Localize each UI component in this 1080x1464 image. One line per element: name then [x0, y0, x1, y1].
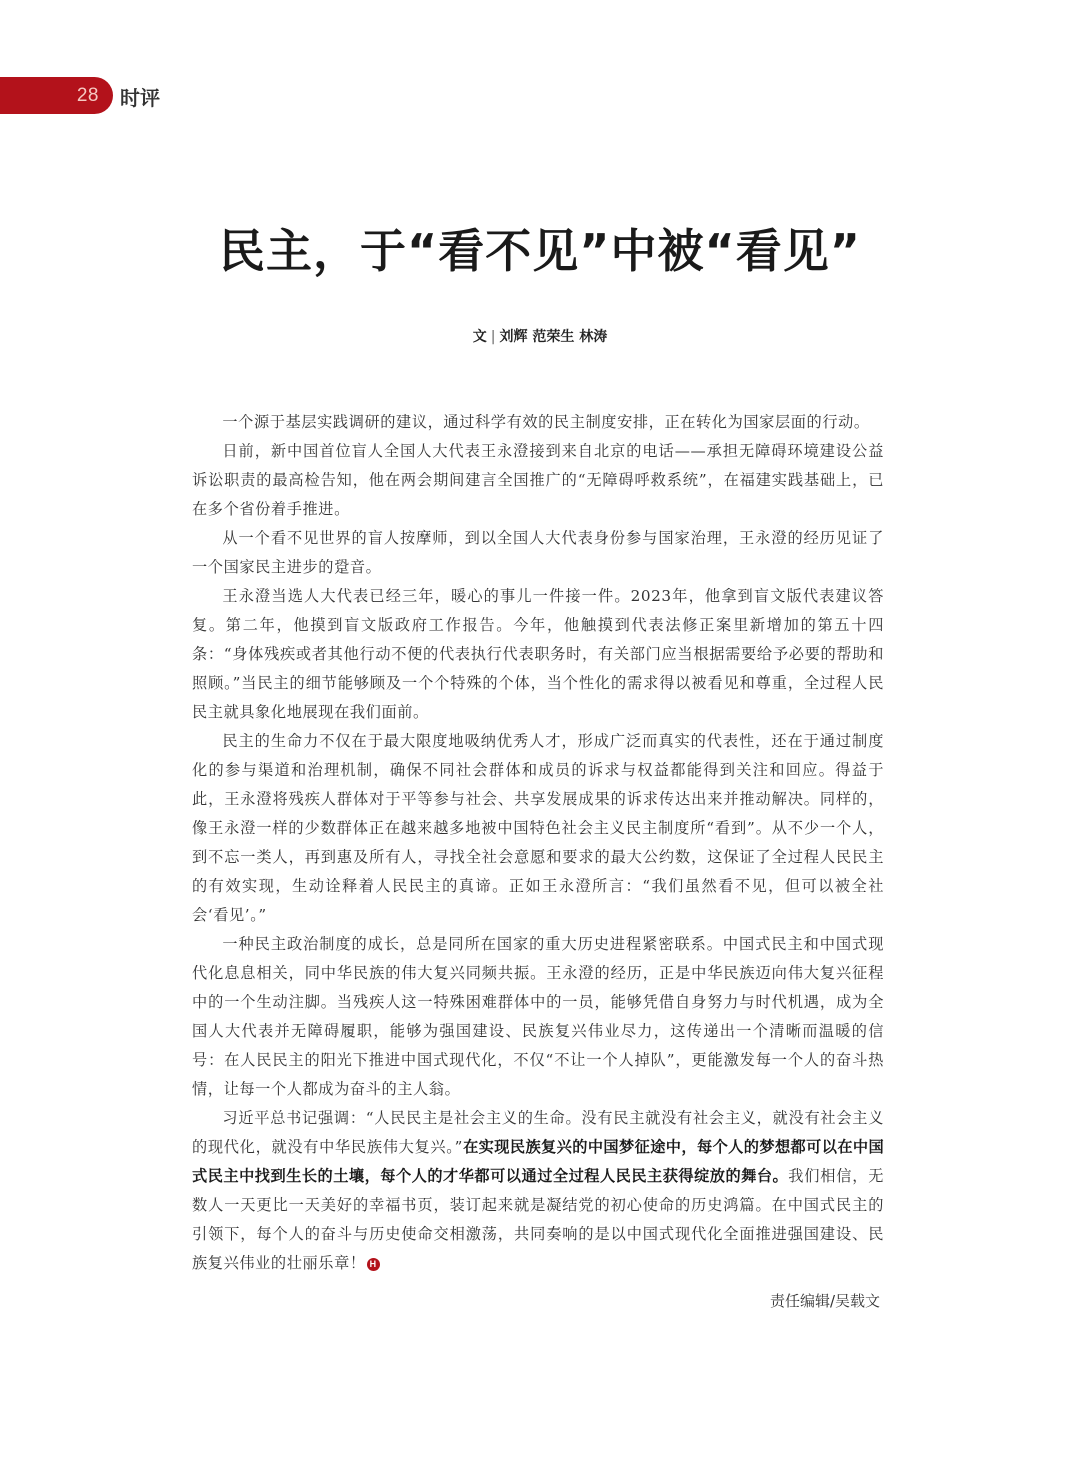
editor-credit: 责任编辑/吴载文	[769, 1292, 880, 1310]
section-label: 时评	[120, 86, 160, 110]
quote-lead: 习近平总书记强调：“人民民主是社会主义的生命。没有民主就没有社会主义，就没有社会主义的现代化，就没有中华民族伟大复兴。”	[192, 1109, 884, 1156]
page-number: 28	[76, 84, 99, 106]
paragraph: 从一个看不见世界的盲人按摩师，到以全国人大代表身份参与国家治理，王永澄的经历见证了一个国家民主进步的跫音。	[192, 529, 884, 576]
byline-authors: 刘辉 范荣生 林涛	[499, 329, 608, 345]
paragraph: 民主的生命力不仅在于最大限度地吸纳优秀人才，形成广泛而真实的代表性，还在于通过制度化的参与渠道和治理机制，确保不同社会群体和成员的诉求与权益都能得到关注和回应。得益于此，王永澄将残疾人群体对于平等参与社会、共享发展成果的诉求传达出来并推动解决。同样的，像王永澄一样的少数群体正在越来越多地被中国特色社会主义民主制度所“看到”。从不少一个人，到不忘一类人，再到惠及所有人，寻找全社会意愿和要求的最大公约数，这保证了全过程人民民主的有效实现，生动诠释着人民民主的真谛。正如王永澄所言：“我们虽然看不见，但可以被全社会‘看见’。”	[192, 732, 884, 924]
byline-separator: |	[490, 329, 496, 345]
byline	[0, 326, 1080, 346]
closing-tail: 我们相信，无数人一天更比一天美好的幸福书页，装订起来就是凝结党的初心使命的历史鸿篇。在中国式民主的引领下，每个人的奋斗与历史使命交相激荡，共同奏响的是以中国式现代化全面推进强国建设、民族复兴伟业的壮丽乐章！	[192, 1167, 884, 1272]
paragraph: 王永澄当选人大代表已经三年，暖心的事儿一件接一件。2023年，他拿到盲文版代表建议答复。第二年，他摸到盲文版政府工作报告。今年，他触摸到代表法修正案里新增加的第五十四条：“身体残疾或者其他行动不便的代表执行代表职务时，有关部门应当根据需要给予必要的帮助和照顾。”当民主的细节能够顾及一个个特殊的个体，当个性化的需求得以被看见和尊重，全过程人民民主就具象化地展现在我们面前。	[192, 587, 884, 721]
paragraph: 日前，新中国首位盲人全国人大代表王永澄接到来自北京的电话——承担无障碍环境建设公益诉讼职责的最高检告知，他在两会期间建言全国推广的“无障碍呼救系统”，在福建实践基础上，已在多个省份着手推进。	[192, 442, 884, 518]
paragraph: 一种民主政治制度的成长，总是同所在国家的重大历史进程紧密联系。中国式民主和中国式现代化息息相关，同中华民族的伟大复兴同频共振。王永澄的经历，正是中华民族迈向伟大复兴征程中的一个生动注脚。当残疾人这一特殊困难群体中的一员，能够凭借自身努力与时代机遇，成为全国人大代表并无障碍履职，能够为强国建设、民族复兴伟业尽力，这传递出一个清晰而温暖的信号：在人民民主的阳光下推进中国式现代化，不仅“不让一个人掉队”，更能激发每一个人的奋斗热情，让每一个人都成为奋斗的主人翁。	[192, 935, 884, 1098]
article-title: 民主，于“看不见”中被“看见”	[219, 224, 861, 278]
article-body	[192, 408, 884, 1278]
bold-statement: 在实现民族复兴的中国梦征途中，每个人的梦想都可以在中国式民主中找到生长的土壤，每个人的才华都可以通过全过程人民民主获得绽放的舞台。	[192, 1138, 884, 1185]
page-number-tab	[0, 77, 113, 114]
byline-prefix: 文	[472, 329, 487, 345]
end-mark-icon: H	[367, 1258, 380, 1271]
paragraph: 一个源于基层实践调研的建议，通过科学有效的民主制度安排，正在转化为国家层面的行动。	[222, 413, 870, 431]
closing-paragraph	[192, 1104, 884, 1278]
